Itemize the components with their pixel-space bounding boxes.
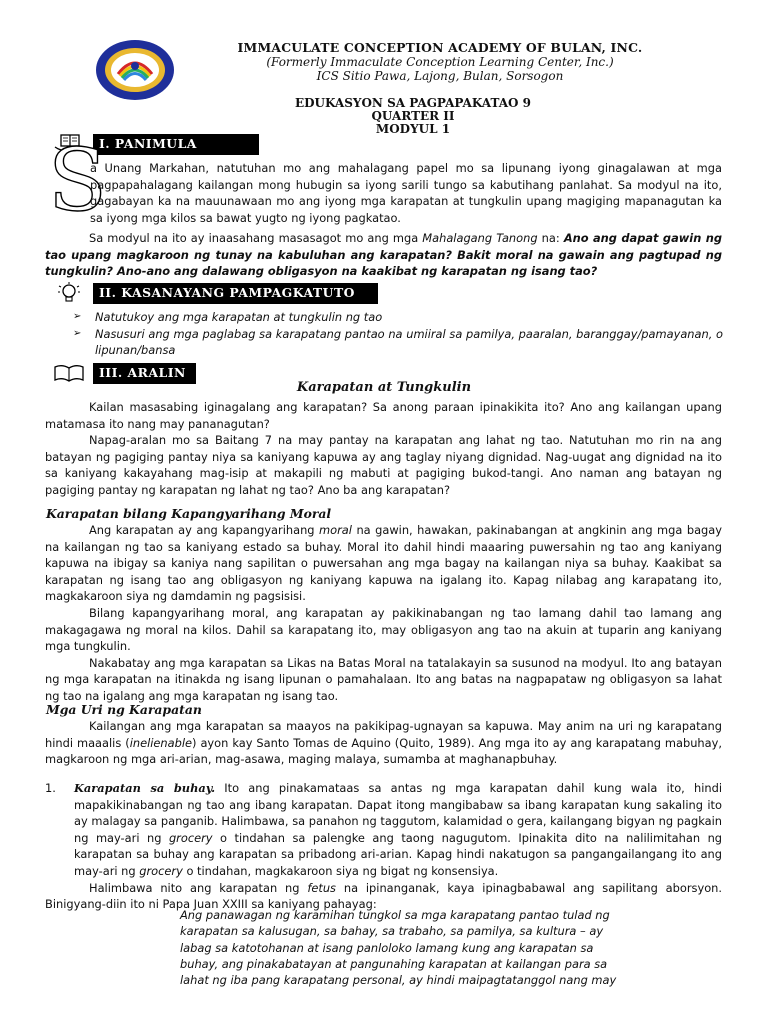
modyul-title: MODYUL 1 xyxy=(375,122,451,136)
lightbulb-icon xyxy=(45,282,93,304)
kasanayan-list xyxy=(73,309,723,359)
former-name: (Formerly Immaculate Conception Learning Center, Inc.) xyxy=(266,55,614,69)
aralin-body: Kailan masasabing iginagalang ang karapatan? Sa anong paraan ipinakikita ito? Ano ang kailangan upang matamasa ito nang may pananagutan? Napag-aralan mo sa Baitang 7 na may pantay na karapatan ang lahat ng tao. Natutuhan mo rin na ang batayan ng pagiging pantay niya sa kaniyang kapuwa ay ang taglay niyang dignidad. Nag-uugat ang dignidad na ito sa kaniyang kakayahang mag-isip at makapili ng mabuti at pagiging bukod-tangi. Ano naman ang batayan ng pagiging pantay ng karapatan ng lahat ng tao? Ano ba ang karapatan? xyxy=(45,400,722,497)
kapangyarihang-moral-body: Ang karapatan ay ang kapangyarihang moral na gawin, hawakan, pakinabangan at angkinin ang mga bagay na kailangan ng tao sa kaniyang estado sa buhay. Moral ito dahil hindi maaaring puwersahin ng tao ang kaniyang kapuwa na ibigay sa kaniya nang sapilitan o puwersahan ang mga bagay na kailangan niya sa buhay. Kaakibat sa karapatan ng isang tao ang obligasyon ng kaniyang kapuwa na igalang ito. Kapag nilabag ang karapatang ito, magkakaroon siya ng damdamin ng pagsisisi. Bilang kapangyarihang moral, ang karapatan ay pakikinabangan ng tao lamang dahil tao lamang ang makagagawa ng moral na kilos. Dahil sa karapatang ito, may obligasyon ang tao na akuin at tuparin ang kaniyang mga tungkulin. Nakabatay ang mga karapatan sa Likas na Batas Moral na tatalakayin sa susunod na modyul. Ito ang batayan ng mga karapatan na itinakda ng isang lipunan o pamahalaan. Ito ang batas na nagpapataw ng obligasyon sa lahat ng tao na igalang ang mga karapatan ng isang tao. xyxy=(45,523,723,703)
section-title: III. ARALIN xyxy=(93,363,196,384)
subheading-kapangyarihang-moral: Karapatan bilang Kapangyarihang Moral xyxy=(46,506,332,521)
arrow-bullet-icon: ➢ xyxy=(73,327,82,339)
panimula-para-1 xyxy=(45,160,722,226)
arrow-bullet-icon: ➢ xyxy=(73,311,82,322)
papa-juan-quote: Ang panawagan ng karamihan tungkol sa mga karapatang pantao tulad ng karapatan sa kalusugan, sa bahay, sa trabaho, sa pamilya, sa kultura – ay labag sa katotohanan at isang panloloko lamang kung ang karapatan sa buhay, ang pinakabatayan at pangunahing karapatan at kailangan para sa lahat ng iba pang karapatang personal, ay hindi maipagtatanggol nang may xyxy=(180,908,617,988)
subheading-mga-uri: Mga Uri ng Karapatan xyxy=(46,702,202,717)
school-name: IMMACULATE CONCEPTION ACADEMY OF BULAN, INC. xyxy=(237,40,643,55)
karapatan-buhay-item: 1. Karapatan sa buhay. Ito ang pinakamataas sa antas ng mga karapatan dahil kung wala ito, hindi mapakikinabangan ng tao ang ibang karapatan. Dapat itong mangibabaw sa ibang karapatan kung sakaling ito ay malagay sa panganib. Halimbawa, sa panahon ng taggutom, kalamidad o gera, kailangang bigyan ng pagkain ng may-ari ng grocery o tindahan sa palengke ang taong nagugutom. Ipinakita dito na nalilimitahan ng karapatan sa buhay ang karapatan sa pribadong ari-arian. Kapag hindi nakatugon sa pangangailangang ito ang may-ari ng grocery o tindahan, magkakaroon siya ng bigat ng konsensiya. Halimbawa nito ang karapatan ng fetus na ipinanganak, kaya ipinagbabawal ang sapilitang aborsyon. Binigyang-diin ito ni Papa Juan XXIII sa kaniyang pahayag: xyxy=(45,781,723,912)
drop-cap: S xyxy=(48,131,107,231)
subject-title: EDUKASYON SA PAGPAPAKATAO 9 xyxy=(294,96,532,110)
aralin-title: Karapatan at Tungkulin xyxy=(296,380,472,395)
panimula-para-2: Sa modyul na ito ay inaasahang masasagot mo ang mga Mahalagang Tanong na: Ano ang dapat gawin ng tao upang magkaroon ng tunay na kabuluhan ang karapatan? Bakit moral na gawain ang pagtupad ng tungkulin? Ano-ano ang dalawang obligasyon na kaakibat ng karapatan ng isang tao? xyxy=(45,231,722,279)
mga-uri-body: Kailangan ang mga karapatan sa maayos na pakikipag-ugnayan sa kapuwa. May anim na uri ng karapatang hindi maaalis (inelienable) ayon kay Santo Tomas de Aquino (Quito, 1989). Ang mga ito ay ang karapatang mabuhay, magkaroon ng mga ari-arian, mag-asawa, maging malaya, sumamba at maghanapbuhay. xyxy=(45,719,722,767)
section-kasanayan xyxy=(45,282,378,304)
section-title: I. PANIMULA xyxy=(93,134,259,155)
section-title: II. KASANAYANG PAMPAGKATUTO xyxy=(93,283,378,304)
school-address: ICS Sitio Pawa, Lajong, Bulan, Sorsogon xyxy=(316,69,564,83)
list-item: ➢ Natutukoy ang mga karapatan at tungkulin ng tao xyxy=(73,310,383,324)
panimula-para-1-top: a Unang Markahan, natutuhan mo ang mahalagang papel mo sa lipunang iyong ginagalawan at mga pagpapahalagang kailangan mong hubugin sa iyong sarili tungo sa kabutihang panlahat. Sa modyul na ito, gagabayan ka na mauunawaan mo ang iyong mga karapatan at tungkulin upang magiging mapanagutan ka sa iyong mga kilos sa bawat yugto ng iyong pagkatao. xyxy=(90,161,722,225)
list-item: ➢ Nasusuri ang mga paglabag sa karapatang pantao na umiiral sa pamilya, paaralan, baranggay/pamayanan, o lipunan/bansa xyxy=(73,326,723,358)
quarter-title: QUARTER II xyxy=(371,109,455,123)
